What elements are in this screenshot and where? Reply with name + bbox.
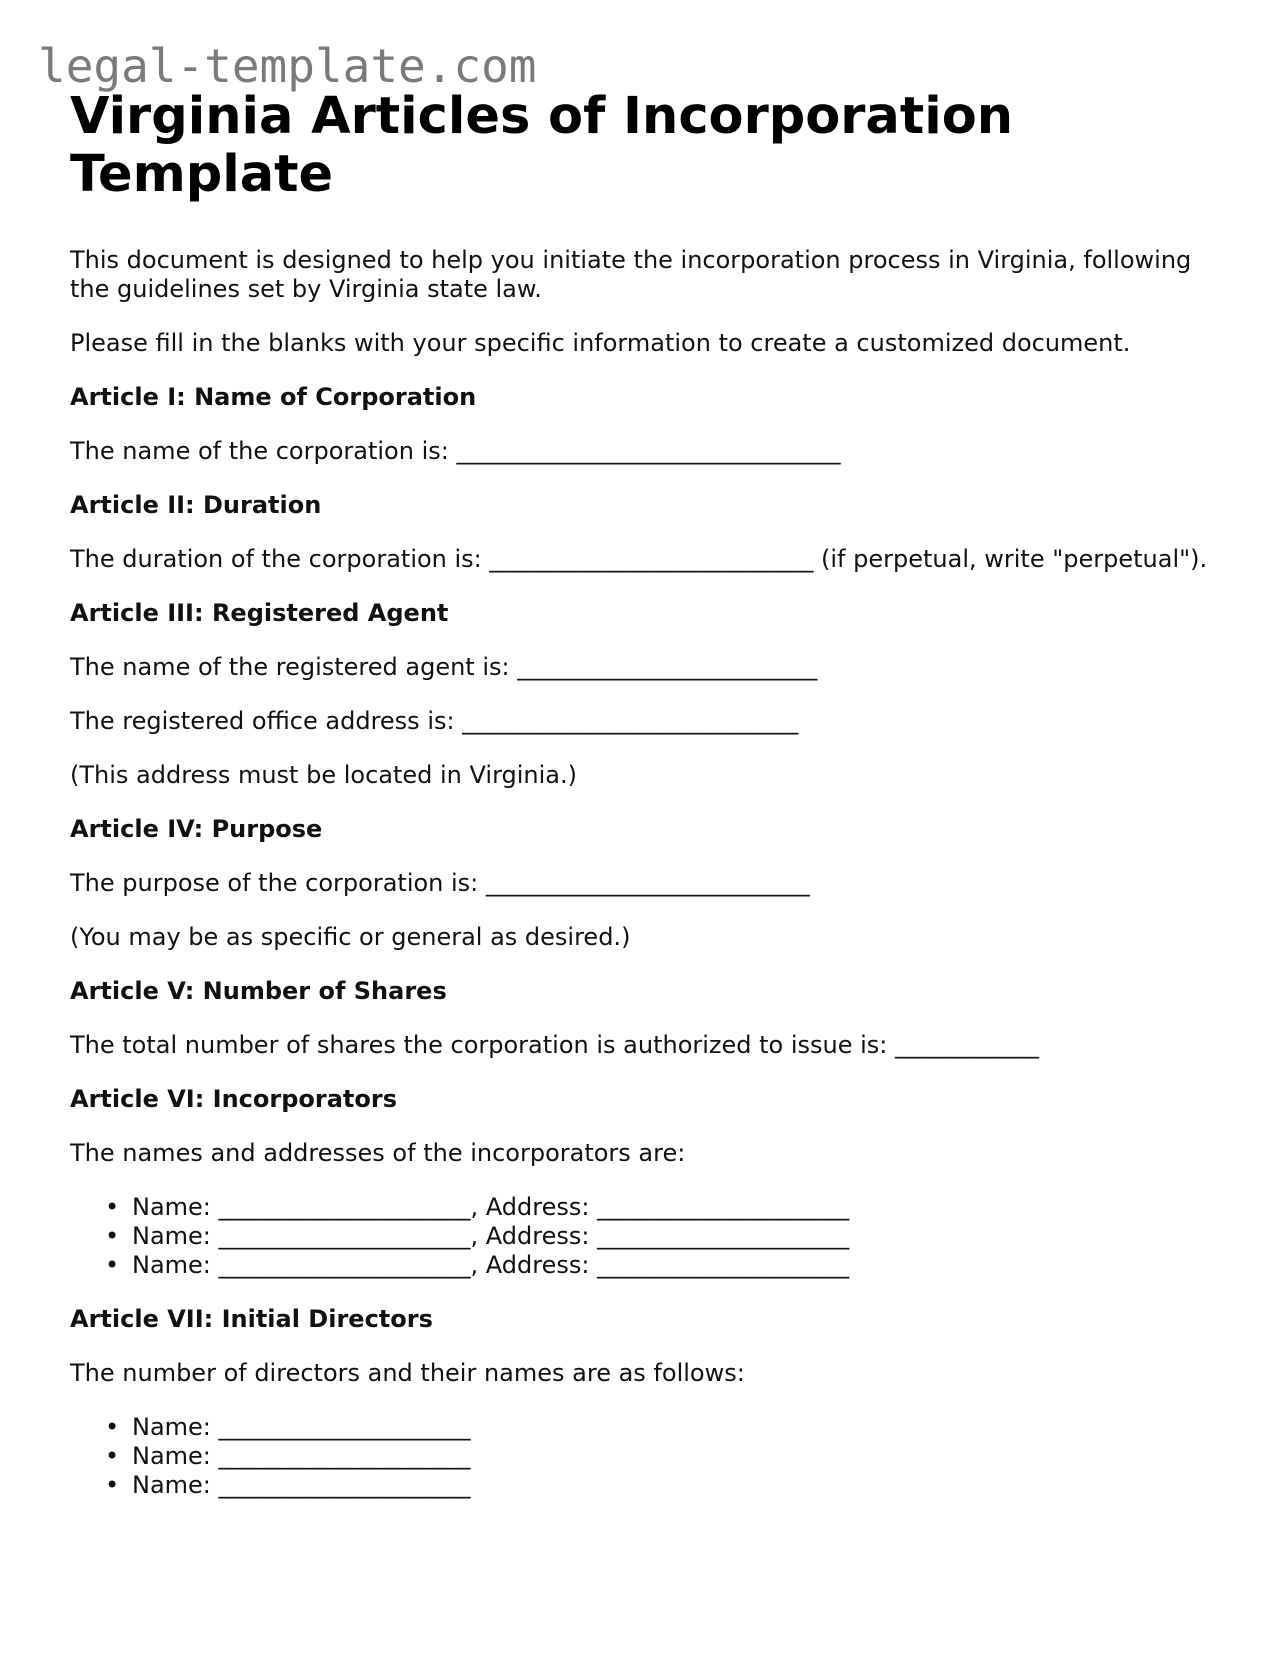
corporation-name-line: The name of the corporation is: ________________________________ xyxy=(70,437,841,465)
instructions-paragraph: Please fill in the blanks with your specific information to create a customized document. xyxy=(70,329,1131,357)
directors-list xyxy=(70,1413,1230,1500)
list-item xyxy=(105,1442,1230,1471)
purpose-note: (You may be as specific or general as desired.) xyxy=(70,923,631,951)
incorporators-intro: The names and addresses of the incorporators are: xyxy=(70,1139,686,1167)
directors-intro: The number of directors and their names are as follows: xyxy=(70,1359,745,1387)
director-entry: Name: _____________________ xyxy=(132,1471,471,1499)
virginia-address-note: (This address must be located in Virginia.) xyxy=(70,761,577,789)
bullet-icon: • xyxy=(105,1442,120,1470)
article-7-heading: Article VII: Initial Directors xyxy=(70,1305,433,1333)
intro-paragraph: This document is designed to help you initiate the incorporation process in Virginia, following the guidelines set by Virginia state law. xyxy=(70,246,1192,303)
article-2-heading: Article II: Duration xyxy=(70,491,322,519)
list-item xyxy=(105,1471,1230,1500)
purpose-line: The purpose of the corporation is: ___________________________ xyxy=(70,869,810,897)
incorporators-list xyxy=(70,1193,1230,1280)
list-item xyxy=(105,1251,1230,1280)
registered-office-line: The registered office address is: ____________________________ xyxy=(70,707,799,735)
incorporator-entry: Name: _____________________, Address: _____________________ xyxy=(132,1193,850,1221)
shares-line: The total number of shares the corporation is authorized to issue is: ____________ xyxy=(70,1031,1040,1059)
bullet-icon: • xyxy=(105,1222,120,1250)
incorporator-entry: Name: _____________________, Address: _____________________ xyxy=(132,1251,850,1279)
director-entry: Name: _____________________ xyxy=(132,1413,471,1441)
watermark-logo: legal-template.com xyxy=(38,39,537,93)
registered-agent-line: The name of the registered agent is: _________________________ xyxy=(70,653,818,681)
bullet-icon: • xyxy=(105,1193,120,1221)
duration-line: The duration of the corporation is: ___________________________ (if perpetual, write "perpetual"). xyxy=(70,545,1208,573)
article-5-heading: Article V: Number of Shares xyxy=(70,977,447,1005)
bullet-icon: • xyxy=(105,1413,120,1441)
page-title: Virginia Articles of Incorporation Template xyxy=(70,87,1014,204)
article-4-heading: Article IV: Purpose xyxy=(70,815,323,843)
article-1-heading: Article I: Name of Corporation xyxy=(70,383,477,411)
director-entry: Name: _____________________ xyxy=(132,1442,471,1470)
list-item xyxy=(105,1193,1230,1222)
bullet-icon: • xyxy=(105,1471,120,1499)
list-item xyxy=(105,1413,1230,1442)
article-3-heading: Article III: Registered Agent xyxy=(70,599,449,627)
article-6-heading: Article VI: Incorporators xyxy=(70,1085,397,1113)
list-item xyxy=(105,1222,1230,1251)
bullet-icon: • xyxy=(105,1251,120,1279)
document-page xyxy=(70,88,1230,1525)
incorporator-entry: Name: _____________________, Address: _____________________ xyxy=(132,1222,850,1250)
